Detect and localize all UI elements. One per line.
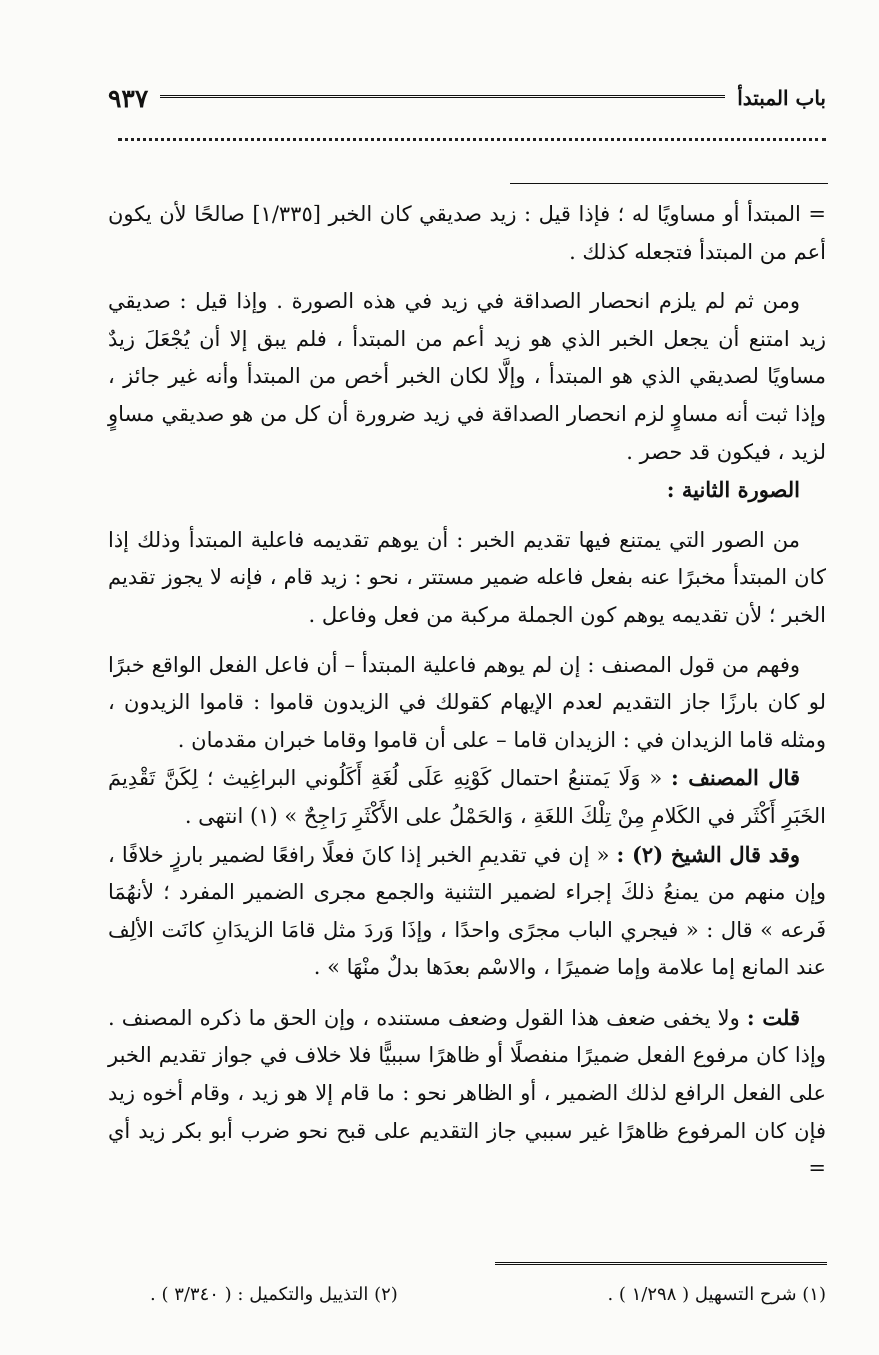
paragraph-7-text: ولا يخفى ضعف هذا القول وضعف مستنده ، وإن الحق ما ذكره المصنف . وإذا كان مرفوع الفعل ضميرًا منفصلًا أو ظاهرًا سببيًّا فلا خلاف في جواز تقديم الخبر على الفعل الرافع لذلك الضمير ، أو الظاهر نحو : ما قام إلا هو زيد ، وقام أخوه زيد فإن كان المرفوع ظاهرًا غير سببي جاز التقديم على قبح نحو ضرب أبو بكر زيد أي =: [108, 1005, 826, 1181]
page-number: ٩٣٧: [108, 83, 149, 113]
section-heading: [108, 471, 826, 510]
paragraph-2: [108, 283, 826, 471]
continuation-rule: [510, 183, 828, 184]
paragraph-3-text: من الصور التي يمتنع فيها تقديم الخبر : أن يوهم تقديمه فاعلية المبتدأ وذلك إذا كان المبتدأ مخبرًا عنه بفعل فاعله ضمير مستتر ، نحو : زيد قام ، فإنه لا يجوز تقديم الخبر ؛ لأن تقديمه يوهم كون الجملة مركبة من فعل وفاعل .: [108, 527, 826, 627]
chapter-title: باب المبتدأ: [737, 86, 826, 110]
footnote-2: (٢) التذييل والتكميل : ( ٣/٣٤٠ ) .: [150, 1284, 398, 1305]
dotted-separator: [118, 138, 826, 141]
paragraph-5-text: « وَلَا يَمتنعُ احتمال كَوْنِهِ عَلَى لُغَةِ أَكَلُوني البراغِيث ؛ لِكَنَّ تَقْدِيمَ الخَبَرِ أَكْثَر في الكَلامِ مِنْ تِلْكَ اللغَةِ ، وَالحَمْلُ على الأَكْثَرِ رَاجِحٌ » (١) انتهى .: [108, 766, 826, 828]
paragraph-6: [108, 836, 826, 987]
paragraph-6-text: « إن في تقديمِ الخبر إذا كانَ فعلًا رافعًا لضمير بارزٍ خلافًا ، وإن منهم من يمنعُ ذلكَ إجراء لضمير التثنية والجمع مجرى الضمير المفرد ؛ لأنهُمَا فَرعه » قال : « فيجري الباب مجرًى واحدًا ، وإذَا وَردَ مثل قامَا الزيدَانِ كانَت الألِف عند المانع إما علامة وإما ضميرًا ، والاسْم بعدَها بدلٌ منْهَا » .: [108, 842, 826, 980]
paragraph-7: [108, 999, 826, 1188]
running-header: [108, 80, 826, 116]
section-heading-text: الصورة الثانية :: [666, 477, 800, 503]
footnotes: [150, 1284, 826, 1314]
paragraph-5-lead: قال المصنف :: [671, 765, 800, 791]
paragraph-5: [108, 759, 826, 835]
paragraph-6-lead: وقد قال الشيخ (٢) :: [616, 841, 800, 867]
footnote-1: (١) شرح التسهيل ( ١/٢٩٨ ) .: [607, 1284, 826, 1305]
header-rule: [160, 95, 725, 101]
paragraph-1-text: = المبتدأ أو مساويًا له ؛ فإذا قيل : زيد صديقي كان الخبر [١/٣٣٥] صالحًا لأن يكون أعم من المبتدأ فتجعله كذلك .: [108, 202, 826, 264]
main-text: [108, 196, 826, 1188]
paragraph-1: [108, 196, 826, 271]
paragraph-4: [108, 647, 826, 760]
paragraph-4-text: وفهم من قول المصنف : إن لم يوهم فاعلية المبتدأ – أن فاعل الفعل الواقع خبرًا لو كان بارزًا جاز التقديم لعدم الإيهام كقولك في الزيدون قاموا : قاموا الزيدون ، ومثله قاما الزيدان في : الزيدان قاما – على أن قاموا وقاما خبران مقدمان .: [108, 652, 826, 752]
footnote-rule: [495, 1262, 827, 1265]
paragraph-3: [108, 522, 826, 635]
paragraph-7-lead: قلت :: [746, 1004, 800, 1030]
paragraph-2-text: ومن ثم لم يلزم انحصار الصداقة في زيد في هذه الصورة . وإذا قيل : صديقي زيد امتنع أن يجعل الخبر الذي هو زيد أعم من المبتدأ ، فلم يبق إلا أن يُجْعَلَ زيدٌ مساويًا لصديقي الذي هو المبتدأ ، وإلَّا لكان الخبر أخص من المبتدأ وأنه غير جائز ، وإذا ثبت أنه مساوٍ لزم انحصار الصداقة في زيد ضرورة أن كل من هو صديقي مساوٍ لزيد ، فيكون قد حصر .: [108, 289, 826, 464]
